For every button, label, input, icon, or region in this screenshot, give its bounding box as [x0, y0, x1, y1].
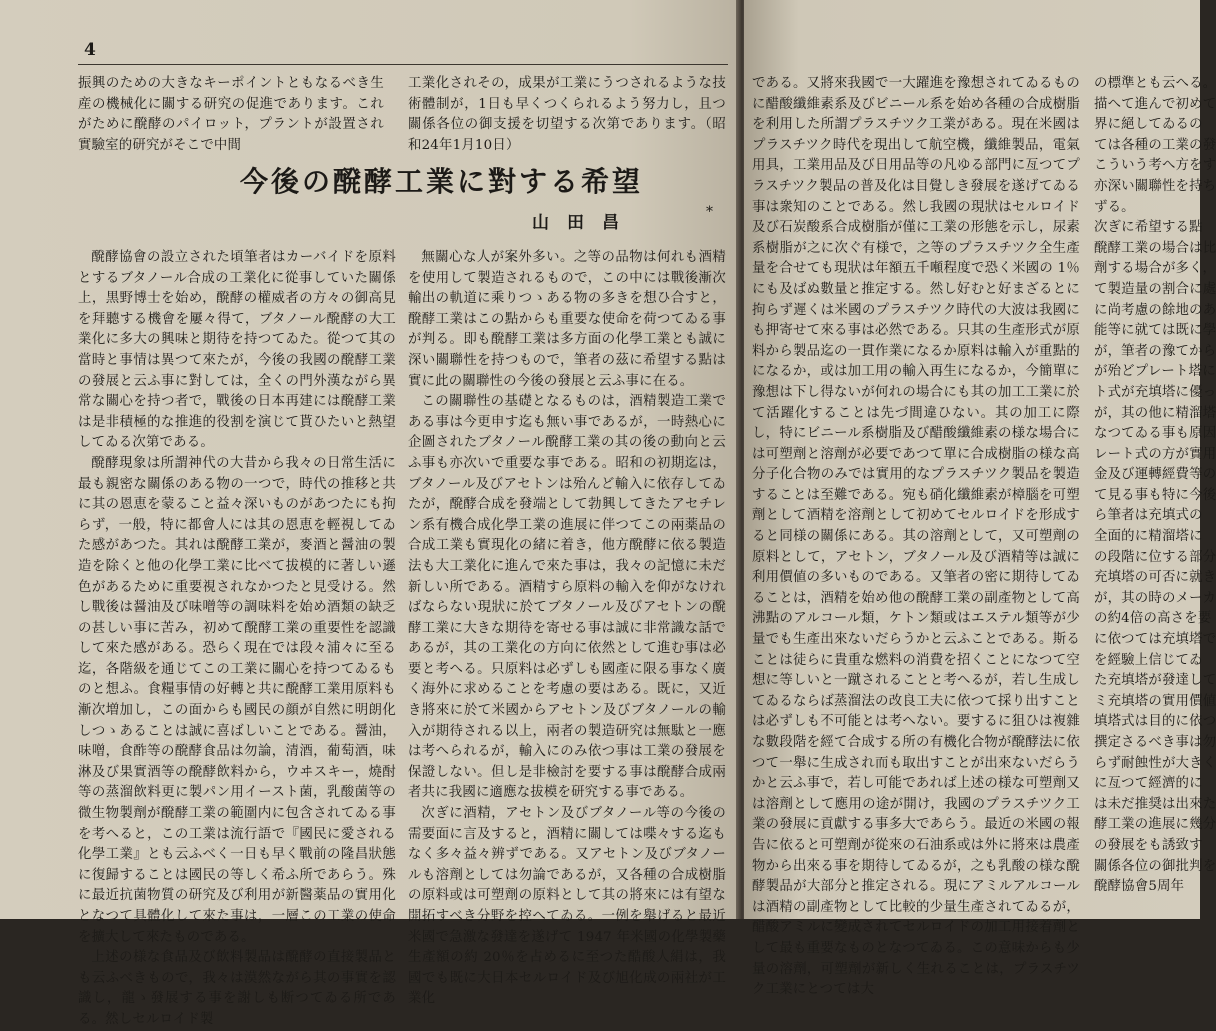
- paragraph: である。又將來我國で一大躍進を豫想されてゐるものに醋酸纖維素系及びビニール系を始め各種の合成樹脂を利用した所謂プラスチツク工業がある。現在米國はプラスチツク時代を現出して航空機，纖維製品，電氣用具，工業用品及び日用品等の凡ゆる部門に亙つてプラスチツク製品の普及化は目覺しき發展を遂げてゐる事は衆知のことである。然し我國の現狀はセルロイド及び石炭酸系合成樹脂が僅に工業の形態を示し，尿素系樹脂が之に次ぐ有様で，之等のプラスチツク全生產量を合せても現狀は年額五千噸程度で恐く米國の 1％にも及ばぬ數量と推定する。然し好むと好まざるとに拘らず遲くは米國のプラスチツク時代の大波は我國にも押寄せて來る事は必然である。只其の生產形式が原料から製品迄の一貫作業になるか原料は輸入が重點的になるか，或は加工用の輸入再生になるか，今簡單に豫想は下し得ないが何れの場合にも其の加工工業に於て活躍化することは先づ間違ひない。其の加工に際し，特にビニール系樹脂及び醋酸纖維素の様な場合には可塑劑と溶劑が必要であつて單に合成樹脂の様な高分子化合物のみでは實用的なプラスチツク製品を製造することは至難である。宛も硝化纖維素が樟腦を可塑劑として酒精を溶劑として初めてセルロイドを形成すると同様の關係にある。其の溶劑として，又可塑劑の原料として，アセトン，ブタノール及び酒精等は誠に利用價値の多いものである。又筆者の密に期待してゐることは，酒精を始め他の醗酵工業の副產物として高沸點のアルコール類，ケトン類或はエステル類等が少量でも生產出來ないだらうかと云ふことである。斯ることは徒らに貴重な燃料の消費を招くことになつて空想に等しいと一蹴されることと考へるが，若し生成してゐるならば蒸溜法の改良工夫に依つて採り出すことは必ずしも不可能とは考へない。要するに狙ひは複雜な數段階を經て合成する所の有機化合物が醗酵法に依つて一舉に生成され而も取出すことが出來ないだらうかと云ふ事で，若し可能であれば上述の様な可塑劑又は溶劑として應用の途が開け，我國のプラスチツク工業の發展に貢獻する事多大であらう。最近の米國の報告に依ると可塑劑が從來の石油系或は外に將來は農產物から出來る事を期待してゐるが，之も乳酸の様な醗酵製品が大部分と推定される。現にアミルアルコールは酒精の副產物として比較的少量生產されてゐるが，醋酸アミルに變成されてセルロイドの加工用接着劑として最も重要なものとなつてゐる。この意味からも少量の溶劑，可塑劑が新しく生れることは，プラスチツク工業にとつては大: [752, 76, 1080, 998]
- column-line: 酵工業の進展に幾分: [1094, 817, 1216, 833]
- column-line: を經驗上信じてゐ: [1094, 652, 1203, 668]
- column-line: の發展をも誘致す: [1094, 837, 1203, 853]
- column-line: 界に絕してゐるの: [1094, 117, 1203, 133]
- column-line: 撰定さるべき事は勿: [1094, 735, 1216, 750]
- column-line: が殆どプレート塔に: [1094, 364, 1216, 380]
- prev-article-column-2: [408, 74, 726, 156]
- paragraph: この關聯性の基礎となるものは，酒精製造工業である事は今更申す迄も無い事であるが，一時熱心に企圖されたブタノール醗酵工業の其の後の動向と云ふ事も亦次いで重要な事である。昭和の初期迄は，ブタノール及びアセトンは殆んど輸入に依存してゐたが，醗酵合成を發端として勃興してきたアセチレン系有機合成化學工業の進展に伴つてこの兩薬品の合成工業も實現化の緒に着き，他方醗酵に依る製造法も大工業化に進んで來た事は，我々の記憶に未だ新しい所である。酒精すら原料の輸入を仰がなければならない現狀に於てブタノール及びアセトンの醗酵工業に大きな期待を寄せる事は誠に非常識な話であるが，其の工業化の方向に依然として進む事は必要と考へる。只原料は必ずしも國產に限る事なく廣く海外に求めることを考慮の要はある。既に，又近き將來に於て米國からアセトン及びブタノールの輸入が期待される以上，兩者の製造研究は無駄と一應は考へられるが，輸入にのみ依つ事は工業の發展を保證しない。但し是非檢討を要する事は醗酵合成兩者共に我國に適應な拔模を研究する事である。: [408, 394, 726, 801]
- column-line: らず耐蝕性が大きく: [1094, 755, 1216, 771]
- prev-article-text-2: 工業化されその，成果が工業にうつされるような技術體制が，1日も早くつくられるよう努力し，且つ關係各位の御支援を切望する次第であります。（昭和24年1月10日）: [408, 76, 726, 153]
- column-line: の約4倍の高さを要: [1094, 611, 1212, 627]
- column-line: は未だ推奨は出來た: [1094, 796, 1216, 812]
- column-line: の段階に位する部分: [1094, 549, 1216, 565]
- column-line: ては各種の工業の發: [1094, 137, 1216, 153]
- article-author: 山田昌: [532, 213, 637, 233]
- column-line: 金及び運轉經費等の: [1094, 467, 1216, 483]
- column-line: ら筆者は充填式の: [1094, 508, 1203, 524]
- column-line: が，筆者の豫てから: [1094, 343, 1216, 359]
- column-line: 關係各位の御批判を: [1094, 858, 1216, 874]
- column-line: 全面的に精溜塔に: [1094, 529, 1203, 545]
- article-column-2: [408, 248, 726, 1010]
- column-line: に亙つて經濟的に: [1094, 776, 1203, 792]
- column-line: なつてゐる事も原因: [1094, 426, 1216, 442]
- column-line: 充填塔の可否に就き: [1094, 570, 1216, 586]
- column-line: 醗酵工業の場合は比: [1094, 240, 1216, 256]
- column-line: て見る事も特に今後: [1094, 487, 1216, 503]
- column-line: が，其の他に精溜塔: [1094, 405, 1216, 421]
- column-line: の標準とも云へる。: [1094, 76, 1216, 91]
- column-line: 劑する場合が多く，: [1094, 261, 1216, 277]
- column-line: 描へて進んで初めて: [1094, 96, 1216, 112]
- column-line: レート式の方が實用: [1094, 446, 1216, 462]
- column-line: 填塔式は目的に依つ: [1094, 714, 1216, 730]
- page-number: 4: [84, 40, 96, 60]
- article-column-3: [752, 74, 1080, 1001]
- column-line: 能等に就ては既に學: [1094, 323, 1216, 339]
- prev-article-text-1: 振興のための大きなキーポイントともなるべき生産の機械化に關する研究の促進であります。これがために醗酵のパイロット，プラントが設置され實驗室的研究がそこで中間: [78, 76, 384, 153]
- column-line: ミ充填塔の實用價値: [1094, 693, 1216, 709]
- column-line: に依つては充填塔で: [1094, 632, 1216, 648]
- column-line: て製造量の割合に處: [1094, 281, 1216, 297]
- column-line: こういう考へ方をす: [1094, 158, 1216, 174]
- header-rule: [78, 64, 728, 65]
- prev-article-column-1: [78, 74, 384, 156]
- paragraph: 醗酵協會の設立された頃筆者はカーバイドを原料とするブタノール合成の工業化に從事していた關係上，黒野博士を始め，醗酵の權威者の方々の御高見を拜聽する機會を屢々得て，ブタノール醗酵の大工業化に多大の興味と期待を持つてゐた。從つて其の當時と事情は異つて來たが，今後の我國の醗酵工業の發展と云ふ事に對しては，全くの門外漢ながら異常な關心を持つ者で，戰後の日本再建には醗酵工業は是非積極的な推進的役割を演じて貰ひたいと熱望してゐる次第である。: [78, 250, 396, 451]
- column-line: 次ぎに希望する點: [1094, 220, 1203, 236]
- column-line: ずる。: [1094, 199, 1135, 215]
- author-footnote-mark: *: [706, 204, 713, 220]
- column-line: 亦深い關聯性を持ち: [1094, 178, 1216, 194]
- column-line: 醗酵協會5周年: [1094, 879, 1185, 895]
- article-column-4-cropped: [1094, 74, 1216, 898]
- column-line: ト式が充填塔に優っ: [1094, 384, 1216, 400]
- paragraph: 無關心な人が案外多い。之等の品物は何れも酒精を使用して製造されるもので，この中には戰後漸次輸出の軌道に乘りつゝある物の多きを想ひ合すと，醗酵工業はこの點からも重要な使命を荷つてゐる事が判る。即も醗酵工業は多方面の化學工業とも誠に深い關聯性を持つもので，筆者の茲に希望する點は實に此の關聯性の今後の發展と云ふ事に在る。: [408, 250, 726, 389]
- paragraph: 上述の様な食品及び飲料製品は醗酵の直接製品とも云ふべきもので，我々は漠然ながら其の事實を認識し，龍ゝ發展する事を謝しも断つてゐる所である。然しセルロイド製: [78, 950, 396, 1027]
- article-column-1: [78, 248, 396, 1031]
- column-line: に尚考慮の餘地のあ: [1094, 302, 1216, 318]
- paragraph: 次ぎに酒精，アセトン及びブタノール等の今後の需要面に言及すると，酒精に關しては喋々する迄もなく多々益々辨ずである。又アセトン及びブタノールも溶劑としては勿論であるが，又各種の合成樹脂の原料或は可塑劑の原料として其の將來には有望な開拓すべき分野を控へてゐる。一例を舉げると最近米國で急激な發達を遂げて 1947 年米國の化學製藥生產額の約 20％を占めるに至つた酷酸人絹は，我國でも既に大日本セルロイド及び旭化成の兩社が工業化: [408, 806, 726, 1007]
- paragraph: 醗酵現象は所謂神代の大昔から我々の日常生活に最も親密な關係のある物の一つで，時代の推移と共に其の恩恵を蒙ること益々深いものがあつたにも拘らず，一般，特に都會人には其の恩恵を輕視してゐた感があつた。其れは醗酵工業が，麥酒と醤油の製造を除くと他の化學工業に比べて拔模的に著しい遜色があるために重要視されなかつたと見受ける。然し戰後は醤油及び味噌等の調味料を始め酒類の缺乏の甚しい事に苦み，初めて醗酵工業の重要性を認識して來た感がある。恐らく現在では段々浦々に至る迄，各階級を通じてこの工業に關心を持つてゐるものと想ふ。食糧事情の好轉と共に醗酵工業用原料も漸次増加し，この面からも國民の顔が自然に明朗化しつゝあることは誠に喜ばしいことである。醤油，味噌，食酢等の醗酵食品は勿論，清酒，葡萄酒，味淋及び果實酒等の醗酵飲料から，ウヰスキー，燒酎等の蒸溜飲料更に製パン用イースト菌，乳酸菌等の微生物製劑が醗酵工業の範圍内に包含されてゐる事を考へると，この工業は流行語で『國民に愛される化學工業』とも云ふべく一日も早く戰前の隆昌狀態に復歸することは國民の等しく希ふ所であらう。殊に最近抗菌物質の研究及び利用が新醫薬品の實用化となつて具體化して來た事は，一層この工業の使命を擴大して來たものである。: [78, 455, 396, 945]
- column-line: が，其の時のメーカ: [1094, 590, 1216, 606]
- column-line: た充填塔が發達して: [1094, 673, 1216, 689]
- article-title: 今後の醗酵工業に對する希望: [240, 165, 644, 198]
